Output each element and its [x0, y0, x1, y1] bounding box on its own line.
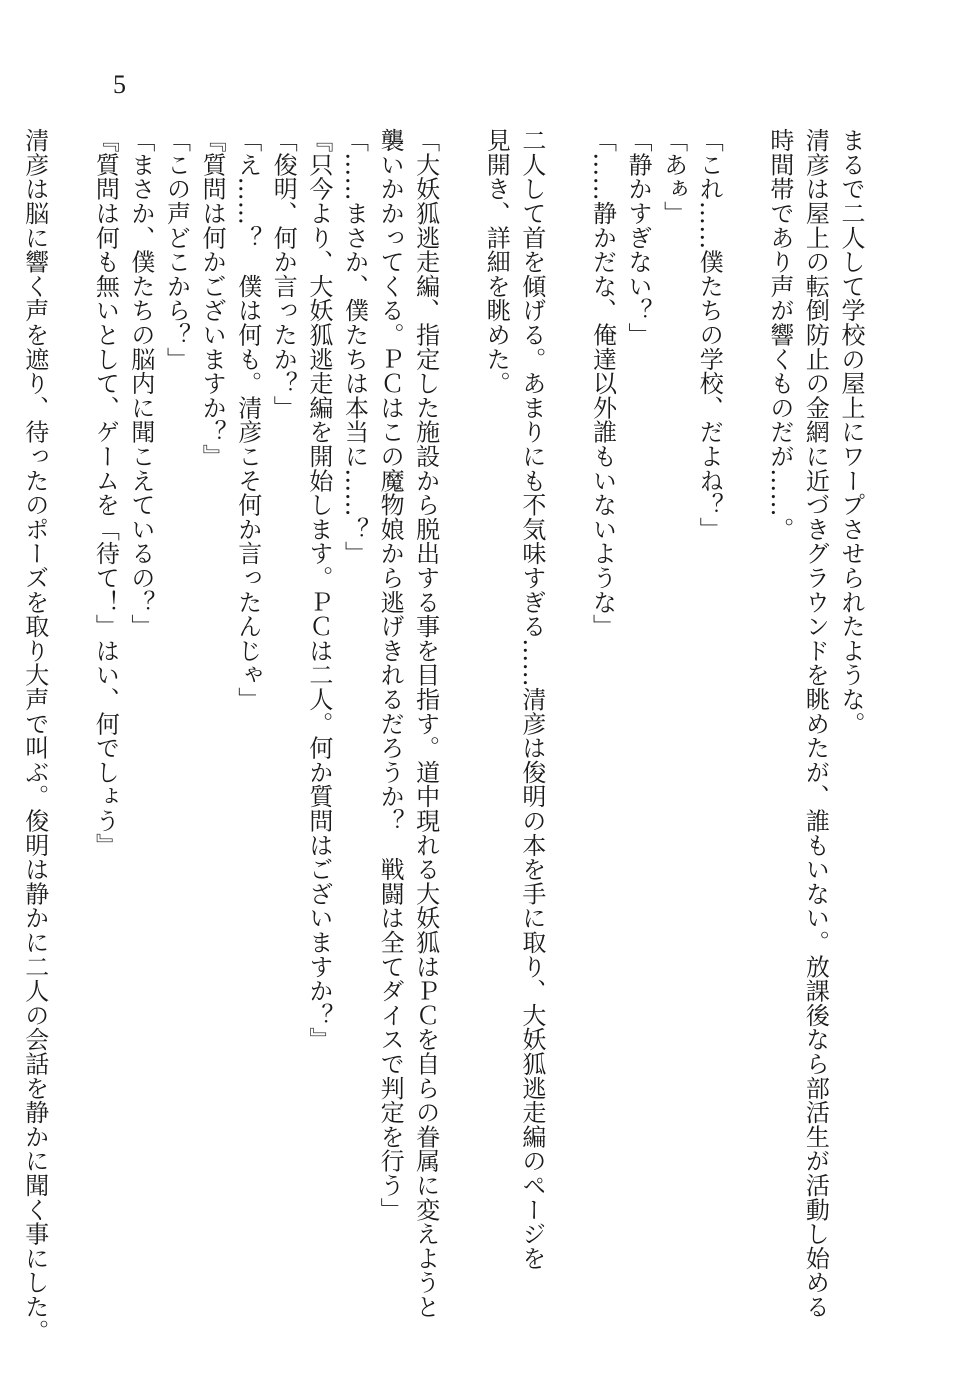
text-line: まるで二人して学校の屋上にワープさせられたような。: [837, 128, 865, 736]
text-line: 見開き、詳細を眺めた。: [482, 128, 511, 396]
dialogue-line: 「この声どこから？」: [162, 128, 191, 371]
dialogue-line: 襲いかかってくる。ＰＣはこの魔物娘から逃げきれるだろうか？ 戦闘は全てダイスで判定を行う」: [376, 128, 405, 1222]
text-line: 清彦は脳に響く声を遮り、待ったのポーズを取り大声で叫ぶ。俊明は静かに二人の会話を静かに聞く事にした。: [20, 128, 49, 1343]
dialogue-line: 「……まさか、僕たちは本当に……？」: [340, 128, 369, 566]
dialogue-line: 『只今より、大妖狐逃走編を開始します。ＰＣは二人。何か質問はございますか？』: [304, 128, 333, 1052]
dialogue-line: 「え……？ 僕は何も。清彦こそ何か言ったんじゃ」: [233, 128, 262, 712]
dialogue-line: 「……静かだな、俺達以外誰もいないような」: [588, 128, 617, 639]
dialogue-line: 『質問は何かございますか？』: [198, 128, 227, 469]
vertical-text-body: [16, 128, 868, 1343]
paragraph-gap: [443, 128, 478, 1288]
text-line: 時間帯であり声が響くものだが……。: [765, 128, 794, 542]
paragraph-gap: [549, 128, 584, 1288]
dialogue-line: 「俊明、何か言ったか？」: [269, 128, 298, 420]
text-line: 清彦は屋上の転倒防止の金網に近づきグラウンドを眺めたが、誰もいない。放課後なら部活生が活動し始める: [801, 128, 830, 1319]
dialogue-line: 「静かすぎない？」: [624, 128, 653, 347]
dialogue-line: 「大妖狐逃走編、指定した施設から脱出する事を目指す。道中現れる大妖狐はＰＣを自らの眷属に変えようと: [411, 128, 440, 1319]
dialogue-line: 『質問は何も無いとして、ゲームを「待て！」はい、何でしょう』: [91, 128, 120, 857]
dialogue-line: 「まさか、僕たちの脳内に聞こえているの？」: [126, 128, 155, 639]
page-number: 5: [113, 70, 126, 99]
dialogue-line: 「これ……僕たちの学校、だよね？」: [695, 128, 724, 542]
paragraph-gap: [52, 128, 87, 1288]
text-line: 二人して首を傾げる。あまりにも不気味すぎる……清彦は俊明の本を手に取り、大妖狐逃走編のページを: [517, 128, 546, 1271]
paragraph-gap: [726, 128, 761, 1288]
dialogue-line: 「あぁ」: [659, 128, 688, 226]
